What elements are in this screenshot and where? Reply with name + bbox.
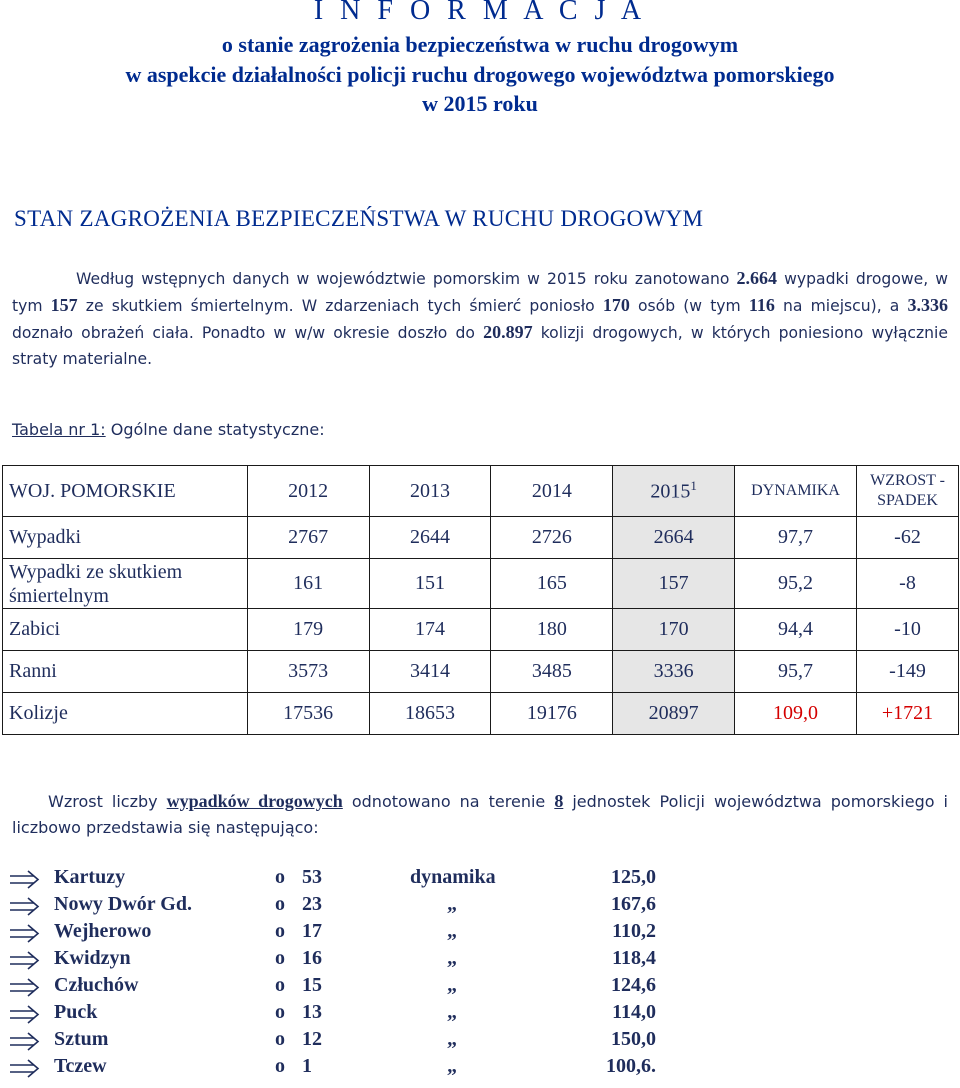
- double-arrow-icon: [8, 947, 42, 974]
- value-2015: 2664: [613, 517, 735, 559]
- value-change: -8: [857, 559, 959, 609]
- double-arrow-icon: [8, 1028, 42, 1055]
- unit-count: 13: [302, 1001, 322, 1023]
- value-2013: 174: [369, 609, 491, 651]
- value-2014: 3485: [491, 651, 613, 693]
- unit-prefix: o: [275, 1001, 285, 1023]
- value-2013: 18653: [369, 693, 491, 735]
- document-title: I N F O R M A C J A: [313, 0, 647, 26]
- growth-text-5: jednostek Policji województwa pomorskiego i liczbowo przedstawia się następująco:: [12, 792, 948, 837]
- value-dynamics: 97,7: [735, 517, 857, 559]
- unit-name: Tczew: [54, 1055, 107, 1077]
- table-row: [3, 517, 959, 559]
- value-change: +1721: [857, 693, 959, 735]
- value-2014: 180: [491, 609, 613, 651]
- unit-dynamics-label: „: [447, 920, 457, 942]
- injured-total: 3.336: [907, 295, 948, 315]
- intro-text-1: Według wstępnych danych w województwie pomorskim w 2015 roku zanotowano: [76, 270, 737, 288]
- table-row: [3, 559, 959, 609]
- growth-paragraph: [12, 788, 948, 841]
- unit-dynamics-label: „: [447, 1001, 457, 1023]
- unit-prefix: o: [275, 974, 285, 996]
- double-arrow-icon: [8, 1001, 42, 1028]
- unit-name: Wejherowo: [54, 920, 152, 942]
- table-header-row: [3, 466, 959, 517]
- list-item: [0, 893, 960, 920]
- row-label: Kolizje: [3, 693, 248, 735]
- unit-dynamics-label: „: [447, 974, 457, 996]
- list-item: [0, 974, 960, 1001]
- unit-dynamics-value: 110,2: [612, 920, 656, 942]
- double-arrow-icon: [8, 893, 42, 920]
- unit-name: Nowy Dwór Gd.: [54, 893, 192, 915]
- double-arrow-icon: [8, 1055, 42, 1082]
- growth-emphasis: wypadków drogowych: [166, 791, 343, 811]
- intro-text-7: kolizji drogowych, w których poniesiono wyłącznie straty materialne.: [12, 324, 948, 368]
- unit-name: Sztum: [54, 1028, 109, 1050]
- unit-dynamics-label: dynamika: [410, 866, 496, 888]
- unit-prefix: o: [275, 920, 285, 942]
- row-label: Wypadki ze skutkiem śmiertelnym: [3, 559, 248, 609]
- unit-prefix: o: [275, 866, 285, 888]
- list-item: [0, 866, 960, 893]
- table-row: [3, 609, 959, 651]
- value-dynamics: 95,2: [735, 559, 857, 609]
- row-label: Ranni: [3, 651, 248, 693]
- value-2012: 2767: [247, 517, 369, 559]
- value-2013: 2644: [369, 517, 491, 559]
- unit-dynamics-value: 124,6: [611, 974, 656, 996]
- header-2015-text: 2015: [650, 480, 691, 503]
- unit-name: Człuchów: [54, 974, 139, 996]
- accidents-total: 2.664: [736, 268, 778, 288]
- unit-dynamics-value: 118,4: [612, 947, 656, 969]
- fatal-accidents: 157: [50, 295, 78, 315]
- double-arrow-icon: [8, 974, 42, 1001]
- value-dynamics: 109,0: [735, 693, 857, 735]
- value-dynamics: 94,4: [735, 609, 857, 651]
- unit-prefix: o: [275, 1055, 285, 1077]
- subtitle-line-2: w aspekcie działalności policji ruchu drogowego województwa pomorskiego: [125, 62, 835, 87]
- unit-count: 1: [302, 1055, 312, 1077]
- section-heading: STAN ZAGROŻENIA BEZPIECZEŃSTWA W RUCHU DROGOWYM: [14, 206, 704, 231]
- intro-text-3: ze skutkiem śmiertelnym. W zdarzeniach tych śmierć poniosło: [77, 297, 603, 315]
- subtitle-line-3: w 2015 roku: [422, 91, 538, 116]
- double-arrow-icon: [8, 920, 42, 947]
- value-change: -149: [857, 651, 959, 693]
- value-change: -62: [857, 517, 959, 559]
- value-2014: 165: [491, 559, 613, 609]
- unit-name: Kartuzy: [54, 866, 126, 888]
- unit-dynamics-value: 114,0: [612, 1001, 656, 1023]
- table-row: [3, 693, 959, 735]
- value-2015: 20897: [613, 693, 735, 735]
- police-units-list: [0, 866, 960, 1082]
- table-caption-text: Ogólne dane statystyczne:: [105, 420, 325, 439]
- value-2014: 19176: [491, 693, 613, 735]
- unit-dynamics-label: „: [447, 1055, 457, 1077]
- row-label: Zabici: [3, 609, 248, 651]
- killed-on-site: 116: [748, 295, 775, 315]
- unit-dynamics-label: „: [447, 1028, 457, 1050]
- killed-total: 170: [602, 295, 630, 315]
- subtitle-line-1: o stanie zagrożenia bezpieczeństwa w ruchu drogowym: [221, 32, 739, 57]
- unit-dynamics-value: 167,6: [611, 893, 656, 915]
- list-item: [0, 1028, 960, 1055]
- list-item: [0, 920, 960, 947]
- value-2014: 2726: [491, 517, 613, 559]
- intro-paragraph: [12, 265, 948, 372]
- header-change-line-2: SPADEK: [877, 492, 938, 509]
- row-label: Wypadki: [3, 517, 248, 559]
- statistics-table: [2, 465, 959, 735]
- value-2012: 17536: [247, 693, 369, 735]
- unit-dynamics-value: 100,6.: [606, 1055, 656, 1077]
- growth-text-1: Wzrost liczby: [48, 792, 167, 811]
- table-caption-label: Tabela nr 1:: [12, 420, 106, 439]
- double-arrow-icon: [8, 866, 42, 893]
- unit-count: 53: [302, 866, 322, 888]
- intro-text-4: osób (w tym: [629, 297, 749, 315]
- unit-name: Puck: [54, 1001, 98, 1023]
- unit-prefix: o: [275, 893, 285, 915]
- unit-count: 17: [302, 920, 322, 942]
- header-change: [857, 466, 959, 517]
- header-2014: 2014: [491, 466, 613, 517]
- unit-dynamics-label: „: [447, 947, 457, 969]
- intro-text-5: na miejscu), a: [774, 297, 908, 315]
- unit-count: 12: [302, 1028, 322, 1050]
- intro-text-6: doznało obrażeń ciała. Ponadto w w/w okresie doszło do: [12, 324, 484, 342]
- value-2015: 170: [613, 609, 735, 651]
- intro-text-2: wypadki drogowe, w tym: [12, 270, 948, 315]
- table-row: [3, 651, 959, 693]
- unit-dynamics-label: „: [447, 893, 457, 915]
- value-2013: 151: [369, 559, 491, 609]
- unit-prefix: o: [275, 947, 285, 969]
- list-item: [0, 947, 960, 974]
- value-2015: 157: [613, 559, 735, 609]
- growth-units-count: 8: [554, 791, 564, 811]
- value-2012: 179: [247, 609, 369, 651]
- value-2013: 3414: [369, 651, 491, 693]
- header-2015-footnote: 1: [690, 478, 697, 494]
- unit-count: 23: [302, 893, 322, 915]
- value-dynamics: 95,7: [735, 651, 857, 693]
- value-2012: 161: [247, 559, 369, 609]
- value-2012: 3573: [247, 651, 369, 693]
- header-dynamics: DYNAMIKA: [735, 466, 857, 517]
- unit-dynamics-value: 125,0: [611, 866, 656, 888]
- collisions-total: 20.897: [483, 322, 533, 342]
- growth-text-3: odnotowano na terenie: [342, 792, 555, 811]
- header-2013: 2013: [369, 466, 491, 517]
- unit-count: 15: [302, 974, 322, 996]
- header-2015: [613, 466, 735, 517]
- unit-count: 16: [302, 947, 322, 969]
- header-change-line-1: WZROST -: [870, 472, 945, 489]
- list-item: [0, 1001, 960, 1028]
- value-2015: 3336: [613, 651, 735, 693]
- value-change: -10: [857, 609, 959, 651]
- header-region: WOJ. POMORSKIE: [3, 466, 248, 517]
- unit-dynamics-value: 150,0: [611, 1028, 656, 1050]
- unit-name: Kwidzyn: [54, 947, 131, 969]
- unit-prefix: o: [275, 1028, 285, 1050]
- list-item: [0, 1055, 960, 1082]
- table-caption: [12, 420, 325, 439]
- header-2012: 2012: [247, 466, 369, 517]
